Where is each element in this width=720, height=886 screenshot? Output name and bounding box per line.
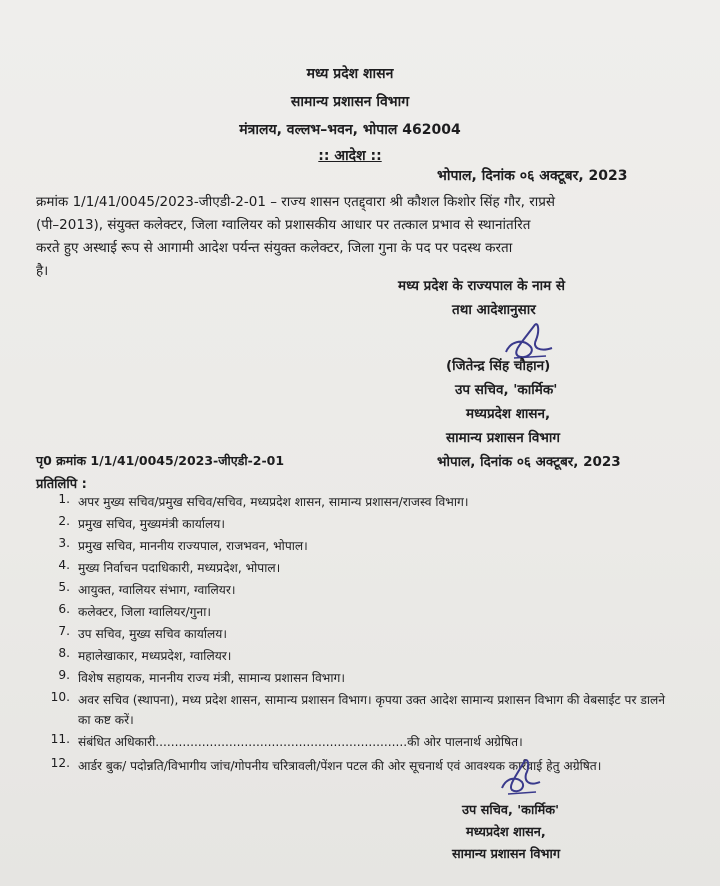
list-item: 10. अवर सचिव (स्थापना), मध्य प्रदेश शासन, सामान्य प्रशासन विभाग। कृपया उक्त आदेश सामान्य प्रशासन विभाग की वेबसाईट पर डालने का कष्ट करें। <box>50 690 666 727</box>
order-line-3: करते हुए अस्थाई रूप से आगामी आदेश पर्यन्त संयुक्त कलेक्टर, जिला गुना के पद पर पदस्थ करता <box>36 240 513 256</box>
list-item: 11. संबंधित अधिकारी.................................................................की ओर पालनार्थ अग्रेषित। <box>50 732 523 749</box>
authority-line-2: तथा आदेशानुसार <box>452 302 536 318</box>
signature-2 <box>496 752 546 798</box>
signatory2-office-2: सामान्य प्रशासन विभाग <box>452 847 561 862</box>
order-line-2: (पी–2013), संयुक्त कलेक्टर, जिला ग्वालियर को प्रशासकीय आधार पर तत्काल प्रभाव से स्थानांतरित <box>36 217 531 233</box>
endorsement-date: भोपाल, दिनांक ०६ अक्टूबर, 2023 <box>437 454 621 470</box>
list-item: 4. मुख्य निर्वाचन पदाधिकारी, मध्यप्रदेश, भोपाल। <box>58 558 281 575</box>
list-item: 8. महालेखाकार, मध्यप्रदेश, ग्वालियर। <box>58 646 232 663</box>
signatory-office-1: मध्यप्रदेश शासन, <box>466 406 551 422</box>
list-item: 6. कलेक्टर, जिला ग्वालियर/गुना। <box>58 602 211 619</box>
list-item: 9. विशेष सहायक, माननीय राज्य मंत्री, सामान्य प्रशासन विभाग। <box>58 668 346 685</box>
list-item: 3. प्रमुख सचिव, माननीय राज्यपाल, राजभवन, भोपाल। <box>58 536 308 553</box>
signatory2-office-1: मध्यप्रदेश शासन, <box>466 825 546 840</box>
order-date: भोपाल, दिनांक ०६ अक्टूबर, 2023 <box>437 168 628 184</box>
signatory2-designation: उप सचिव, 'कार्मिक' <box>462 803 560 818</box>
header-line-3: मंत्रालय, वल्लभ–भवन, भोपाल 462004 <box>239 122 461 138</box>
copy-label: प्रतिलिपि : <box>36 477 87 492</box>
header-line-2: सामान्य प्रशासन विभाग <box>290 94 410 110</box>
list-item: 7. उप सचिव, मुख्य सचिव कार्यालय। <box>58 624 227 641</box>
signatory-designation: उप सचिव, 'कार्मिक' <box>455 382 558 398</box>
signatory-name: (जितेन्द्र सिंह चौहान) <box>446 358 551 374</box>
list-item: 12. आर्डर बुक/ पदोन्नति/विभागीय जांच/गोपनीय चरित्रावली/पेंशन पटल की ओर सूचनार्थ एवं आवश्यक कार्रवाई हेतु अग्रेषित। <box>50 756 602 773</box>
copy-list <box>40 492 680 798</box>
list-item: 2. प्रमुख सचिव, मुख्यमंत्री कार्यालय। <box>58 514 225 531</box>
header-line-1: मध्य प्रदेश शासन <box>306 66 394 82</box>
endorsement-ref: पृ0 क्रमांक 1/1/41/0045/2023-जीएडी-2-01 <box>36 453 285 468</box>
list-item: 1. अपर मुख्य सचिव/प्रमुख सचिव/सचिव, मध्यप्रदेश शासन, सामान्य प्रशासन/राजस्व विभाग। <box>58 492 469 509</box>
order-line-4: है। <box>36 263 49 279</box>
order-title: :: आदेश :: <box>318 148 382 164</box>
order-line-1: क्रमांक 1/1/41/0045/2023-जीएडी-2-01 – राज्य शासन एतद्द्वारा श्री कौशल किशोर सिंह गौर, राप्रसे <box>36 194 556 210</box>
signatory-office-2: सामान्य प्रशासन विभाग <box>446 430 560 446</box>
list-item: 5. आयुक्त, ग्वालियर संभाग, ग्वालियर। <box>58 580 236 597</box>
authority-line-1: मध्य प्रदेश के राज्यपाल के नाम से <box>398 278 566 294</box>
